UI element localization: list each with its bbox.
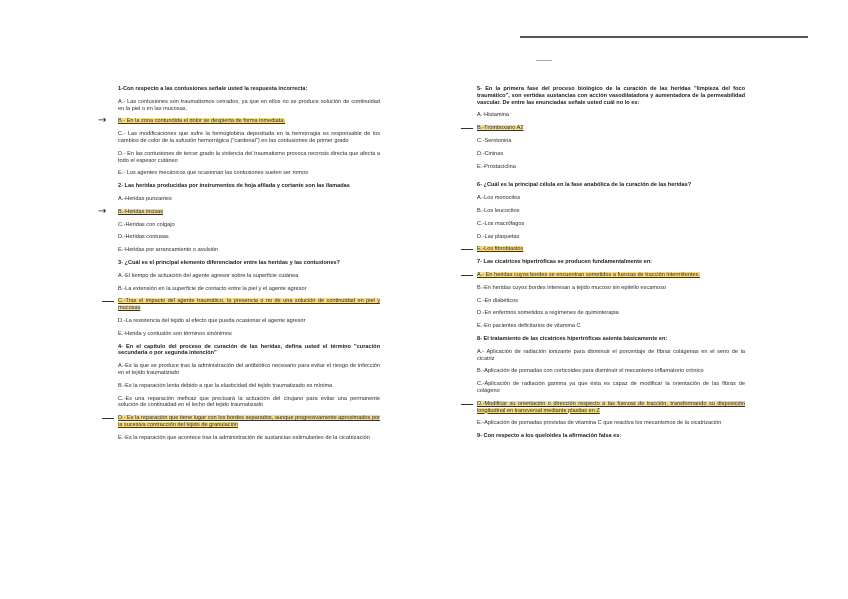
option-text: E.- Los agentes mecánicos que ocasionan las contusiones suelen ser romos	[118, 170, 308, 177]
answer-option	[118, 331, 380, 338]
handwritten-dash-icon	[461, 128, 473, 129]
answer-option	[118, 247, 380, 254]
selected-answer-option	[477, 125, 745, 132]
option-text: 4- En el capítulo del proceso de curación de las heridas, defina usted el término "curación secundaria o por segunda intención"	[118, 343, 380, 357]
option-text: B.-La extensión en la superficie de contacto entre la piel y el agente agresor	[118, 285, 307, 292]
question-heading	[477, 86, 745, 106]
option-text: B.-Los leucocitos	[477, 207, 520, 214]
option-text: D.- En las contusiones de tercer grado la violencia del traumatismo provoca necrosis directa que afecta a todo el espesor cutáneo	[118, 150, 380, 164]
option-text: C.-Serotonina	[477, 137, 512, 144]
selected-answer-option	[118, 415, 380, 429]
answer-option	[477, 349, 745, 363]
left-column	[98, 86, 380, 448]
answer-option	[118, 99, 380, 113]
option-text: 5- En la primera fase del proceso biológico de la curación de las heridas "limpieza del foco traumático", son vertidas sustancias con acción vasodilatadora y aumentadora de la permeabilidad vascular. De entre las enunciadas señale usted cuál no lo es:	[477, 86, 745, 106]
option-text: B.- En la zona contundida el dolor se despierta de forma inmediata.	[118, 118, 285, 125]
option-text: D.-Modificar su orientación o dirección respecto a las fuerzas de tracción, transformando su disposición longitudinal en transversal mediante plastias en Z	[477, 400, 745, 414]
answer-option	[118, 222, 380, 229]
option-text: A.-Heridas punzantes	[118, 195, 172, 202]
option-text: 2- Las heridas producidas por instrumentos de hoja afilada y cortante son las llamadas	[118, 183, 350, 190]
faint-mark	[536, 60, 552, 61]
option-text: D.-Heridas contusas	[118, 234, 169, 241]
option-text: A.-El tiempo de actuación del agente agresor sobre la superficie cutánea	[118, 272, 299, 279]
option-text: D.-La resistencia del tejido al efecto que pueda ocasionar el agente agresor	[118, 317, 306, 324]
question-heading	[118, 260, 380, 267]
question-heading	[477, 336, 745, 343]
option-text: B.-Tromboxano A2	[477, 125, 524, 132]
handwritten-dash-icon	[461, 404, 473, 405]
option-text: 7- Las cicatrices hipertróficas se producen fundamentalmente en:	[477, 259, 653, 266]
option-text: A.-Es la que se produce tras la administración del antibiótico necesario para evitar el riesgo de infección en el tejido traumatizado	[118, 363, 380, 376]
option-text: A.- En heridas cuyos bordes se encuentran sometidos a fuerzas de tracción intermitentes.	[477, 271, 700, 278]
answer-option	[477, 151, 745, 158]
option-text: D.-En enfermos sometidos a regímenes de quimioterapia	[477, 310, 619, 317]
option-text: B.-Es la reparación lenta debido a que la elasticidad del tejido traumatizado es mínima	[118, 382, 333, 389]
option-text: E.-En pacientes deficitarios de vitamina C	[477, 323, 581, 330]
option-text: C.-Tras el impacto del agente traumático, la presencia o no de una solución de continuidad en piel y mucosas	[118, 298, 380, 312]
answer-option	[118, 151, 380, 165]
option-text: 6- ¿Cuál es la principal célula en la fase anabólica de la curación de las heridas?	[477, 182, 692, 189]
answer-option	[477, 112, 745, 119]
question-heading	[477, 182, 745, 189]
question-heading	[477, 433, 745, 440]
answer-option	[477, 298, 745, 305]
answer-option	[118, 273, 380, 280]
option-text: A.-Histamina	[477, 112, 510, 119]
option-text: B.-Aplicación de pomadas con corticoides para disminuir el mecanismo inflamatorio crónico	[477, 368, 704, 375]
right-column	[477, 86, 745, 446]
answer-option	[477, 138, 745, 145]
answer-option	[477, 323, 745, 330]
option-text: D.- Es la reparación que tiene lugar con los bordes separados, aunque progresivamente aproximados por la sucesiva contracción del tejido de granulación	[118, 415, 380, 428]
answer-option	[477, 164, 745, 171]
option-text: E.-Los fibroblastos	[477, 246, 524, 253]
answer-option	[118, 234, 380, 241]
answer-option	[477, 310, 745, 317]
answer-option	[118, 131, 380, 145]
answer-option	[118, 363, 380, 377]
question-heading	[118, 344, 380, 358]
answer-option	[118, 286, 380, 293]
option-text: E.-Heridas por arrancamiento o avulsión	[118, 247, 219, 254]
answer-option	[118, 196, 380, 203]
option-text: 8- El tratamiento de las cicatrices hipertróficas asienta básicamente en:	[477, 335, 668, 342]
selected-answer-option	[477, 246, 745, 253]
answer-option	[118, 396, 380, 410]
option-text: C.-En diabéticos	[477, 297, 519, 304]
option-text: E.-Prostaciclina	[477, 163, 516, 170]
option-text: C.- Las modificaciones que sufre la hemoglobina depositada en la hemorragia es responsable de los cambios de color de la sufusión hemorrágica ("cardenal") en las contusiones de primer grado	[118, 131, 380, 144]
option-text: E.-Aplicación de pomadas provistas de vitamina C que reactiva los mecanismos de la cicatrización	[477, 420, 722, 427]
page-top-rule	[520, 36, 808, 38]
option-text: C.-Heridas con colgajo	[118, 221, 175, 228]
question-heading	[477, 259, 745, 266]
option-text: D.-Las plaquetas	[477, 233, 520, 240]
option-text: C.-Los macrófagos	[477, 220, 525, 227]
selected-answer-option	[98, 205, 380, 217]
option-text: E.-Herida y contusión son términos sinónimos	[118, 330, 232, 337]
handwritten-arrow-icon: →	[98, 205, 107, 217]
selected-answer-option	[477, 272, 745, 279]
answer-option	[118, 170, 380, 177]
selected-answer-option	[477, 401, 745, 415]
option-text: C.-Aplicación de radiación gamma ya que ésta es capaz de modificar la orientación de las fibras de colágeno	[477, 381, 745, 394]
handwritten-dash-icon	[461, 275, 473, 276]
question-heading	[118, 86, 380, 93]
option-text: A.- Las contusiones son traumatismos cerrados, ya que en ellos no se produce solución de continuidad en la piel o en las mucosas.	[118, 98, 380, 112]
option-text: 9- Con respecto a los queloides la afirmación falsa es:	[477, 433, 622, 440]
selected-answer-option	[118, 298, 380, 312]
answer-option	[118, 435, 380, 442]
option-text: 3- ¿Cuál es el principal elemento diferenciador entre las heridas y las contusiones?	[118, 259, 340, 266]
answer-option	[118, 383, 380, 390]
option-text: B.-En heridas cuyos bordes interesan a tejido mucoso sin epitelio escamoso	[477, 284, 667, 291]
handwritten-dash-icon	[461, 249, 473, 250]
answer-option	[118, 318, 380, 325]
answer-option	[477, 381, 745, 395]
option-text: E.-Es la reparación que acontece tras la administración de sustancias estimulantes de la cicatrización	[118, 434, 370, 441]
handwritten-arrow-icon: →	[98, 115, 107, 127]
option-text: A.- Aplicación de radiación ionizante para disminuir el porcentaje de fibras colágenas en el seno de la cicatriz	[477, 348, 745, 362]
handwritten-dash-icon	[102, 418, 114, 419]
answer-option	[477, 234, 745, 241]
option-text: C.-Es una reparación ineficaz que precisará la actuación del cirujano para evitar una permanente solución de continuidad en el lecho del tejido traumatizado	[118, 395, 380, 409]
answer-option	[477, 285, 745, 292]
answer-option	[477, 208, 745, 215]
handwritten-dash-icon	[102, 301, 114, 302]
answer-option	[477, 195, 745, 202]
answer-option	[477, 368, 745, 375]
option-text: B.-Heridas incisas	[118, 208, 164, 215]
answer-option	[477, 420, 745, 427]
selected-answer-option	[98, 115, 380, 127]
question-heading	[118, 183, 380, 190]
option-text: 1-Con respecto a las contusiones señale usted la respuesta incorrecta:	[118, 86, 308, 92]
option-text: D.-Cininas	[477, 150, 504, 157]
option-text: A.-Los monocitos	[477, 195, 521, 202]
answer-option	[477, 221, 745, 228]
